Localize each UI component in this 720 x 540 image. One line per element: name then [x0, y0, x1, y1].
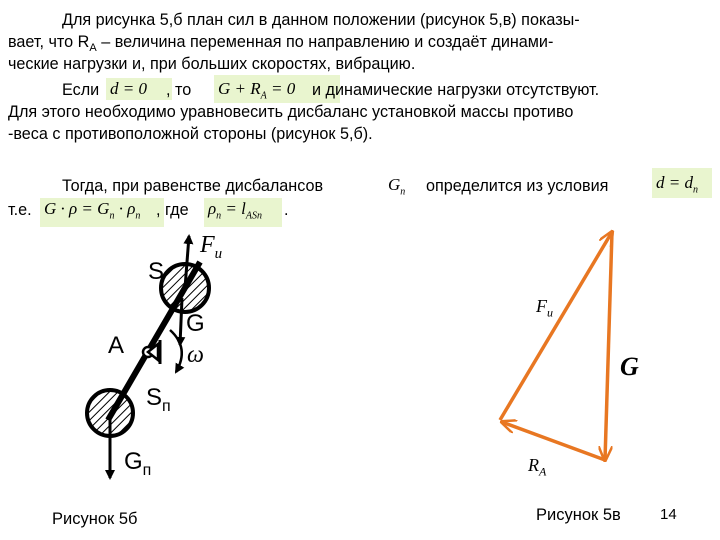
text-line-2-part-b: – величина переменная по направлению и создаёт динами- — [96, 33, 554, 51]
text-line-4-a: Если — [62, 81, 100, 99]
formula-g-rho-mid: · ρ — [114, 199, 136, 218]
text-line-7-a: Тогда, при равенстве дисбалансов — [62, 177, 324, 195]
force-ra-arrow — [502, 422, 605, 460]
label-sn: $S_п$ — [146, 384, 171, 415]
caption-figure-5b: Рисунок 5б — [52, 510, 138, 528]
text-line-7-b: определится из условия — [426, 177, 609, 195]
figure-5v — [500, 232, 612, 460]
label-a: A — [108, 332, 125, 359]
text-line-4-b: , то — [166, 81, 192, 99]
formula-rho-n-text: ρ — [208, 199, 217, 218]
page-number: 14 — [660, 506, 677, 523]
force-g-arrow — [605, 232, 612, 460]
text-line-2-sub: A — [89, 42, 97, 55]
formula-d-zero-text: d = 0 — [110, 79, 147, 98]
formula-rho-n-sub: п — [216, 210, 222, 222]
label-g-5v: G — [620, 352, 639, 381]
caption-figure-5v: Рисунок 5в — [536, 506, 621, 524]
formula-g-rho-sub2: п — [135, 210, 141, 222]
text-line-4-c: и динамические нагрузки отсутствуют. — [312, 81, 600, 99]
label-gn: $G_п$ — [124, 448, 152, 479]
text-line-6: -веса с противоположной стороны (рисунок 5,б). — [8, 125, 373, 143]
label-fu-5b: $F_u$ — [200, 232, 223, 262]
text-line-2-part-a: вает, что R — [8, 33, 90, 51]
formula-rho-n-rhs-sub: ASп — [245, 210, 262, 222]
force-fu-arrow — [500, 232, 612, 420]
formula-g-plus-ra-text: G + R — [218, 79, 261, 98]
formula-gn-sub: п — [400, 186, 406, 198]
label-g-5b: G — [186, 310, 205, 337]
formula-d-eq-dn-sub: п — [692, 184, 698, 196]
text-line-3: ческие нагрузки и, при больших скоростях, вибрацию. — [8, 55, 416, 73]
formula-d-eq-dn-text: d = d — [656, 173, 693, 192]
formula-g-rho-sub1: п — [109, 210, 115, 222]
label-ra-5v: $R_A$ — [528, 455, 547, 479]
label-omega: ω — [187, 342, 204, 368]
label-fu-5v: $F_u$ — [536, 296, 553, 320]
text-line-8-c: . — [284, 201, 289, 219]
formula-gn-text: G — [388, 175, 401, 194]
text-line-8-b: , где — [156, 201, 189, 219]
text-line-5: Для этого необходимо уравновесить дисбаланс установкой массы противо — [8, 103, 574, 121]
formula-g-rho-text: G · ρ = G — [44, 199, 110, 218]
formula-g-plus-ra-rhs: = 0 — [271, 79, 296, 98]
formula-rho-n-rhs: = l — [221, 199, 246, 218]
text-line-8-a: т.е. — [8, 201, 32, 219]
formula-g-plus-ra-sub: A — [260, 90, 267, 102]
label-s: S — [148, 258, 165, 285]
text-line-1: Для рисунка 5,б план сил в данном положении (рисунок 5,в) показы- — [62, 11, 580, 29]
g-force-arrow — [180, 298, 182, 345]
